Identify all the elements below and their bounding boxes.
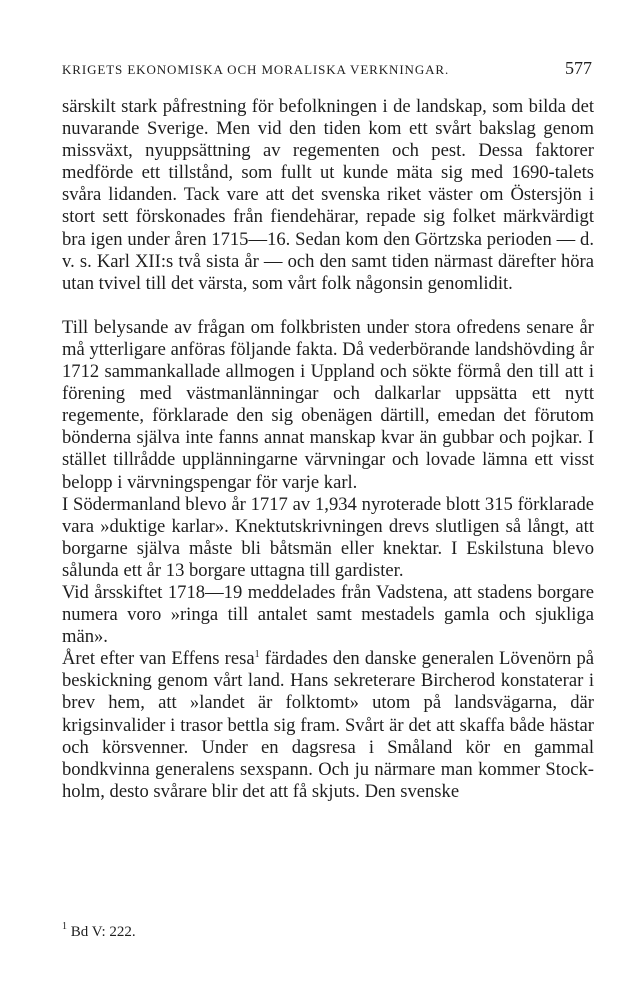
footnote xyxy=(62,921,136,941)
running-head xyxy=(62,58,592,82)
running-title: KRIGETS EKONOMISKA OCH MORALISKA VERKNINGAR. xyxy=(62,62,450,77)
paragraph-5-rest: färdades den danske generalen Lövenörn på beskickning genom vårt land. Hans sekreterare Bircherod konstaterar i brev hem, att »landet är folktomt» utom på landsvägarna, där krigsinvalider i trasor bettla sig fram. Svårt är det att skaffa både hästar och körsvenner. Under en dagsresa i Småland kör en gammal bondkvinna generalens sexspann. Och ju närmare man kommer Stockholm, desto svårare blir det att få skjuts. Den svenske xyxy=(62,648,594,802)
footnote-marker: 1 xyxy=(62,921,67,932)
paragraph-5-start: Året efter van Effens resa xyxy=(62,648,255,670)
paragraph-4: Vid årsskiftet 1718—19 meddelades från Vadstena, att stadens borgare numera voro »ringa till antalet samt mestadels gamla och sjukliga män». xyxy=(62,581,594,648)
body-text xyxy=(62,96,594,803)
page-number: 577 xyxy=(565,58,592,78)
paragraph-2: Till belysande av frågan om folkbristen under stora ofredens senare år må ytterligare anföras följande fakta. Då vederbörande landshövding år 1712 sammankallade allmogen i Uppland och sökte förmå den till att i förening med västmanlänningar och dalkarlar uppsätta ett nytt regemente, förklarade den sig obenägen därtill, emedan det förutom bönderna själva inte fanns annat manskap kvar än gubbar och pojkar. I stället tillrådde upplänningarne värvningar och lovade lämna ett visst belopp i värvningspengar för varje karl. xyxy=(62,316,594,493)
paragraph-5 xyxy=(62,648,594,803)
paragraph-3: I Södermanland blevo år 1717 av 1,934 nyroterade blott 315 förklarade vara »duktige karlar». Knektutskrivningen drevs slutligen så långt, att borgarne själva måste bli båtsmän eller knektar. I Eskilstuna blevo sålunda ett år 13 borgare uttagna till gardister. xyxy=(62,493,594,581)
footnote-reference[interactable]: 1 xyxy=(254,649,260,661)
footnote-text: Bd V: 222. xyxy=(70,924,136,940)
paragraph-1: särskilt stark påfrestning för befolkningen i de landskap, som bilda det nuvarande Sverige. Men vid den tiden kom ett svårt bakslag genom missväxt, nyuppsättning av regementen och pest. Dessa faktorer medförde ett tillstånd, som fullt ut kunde mäta sig med 1690-talets svåra lidanden. Tack vare att det svenska riket väster om Östersjön i stort sett förskonades från fiendehärar, repade sig folket märkvärdigt bra igen under åren 1715—16. Sedan kom den Görtzska perioden — d. v. s. Karl XII:s två sista år — och den samt tiden närmast därefter höra utan tvivel till det värsta, som vårt folk någonsin genomlidit. xyxy=(62,96,594,294)
